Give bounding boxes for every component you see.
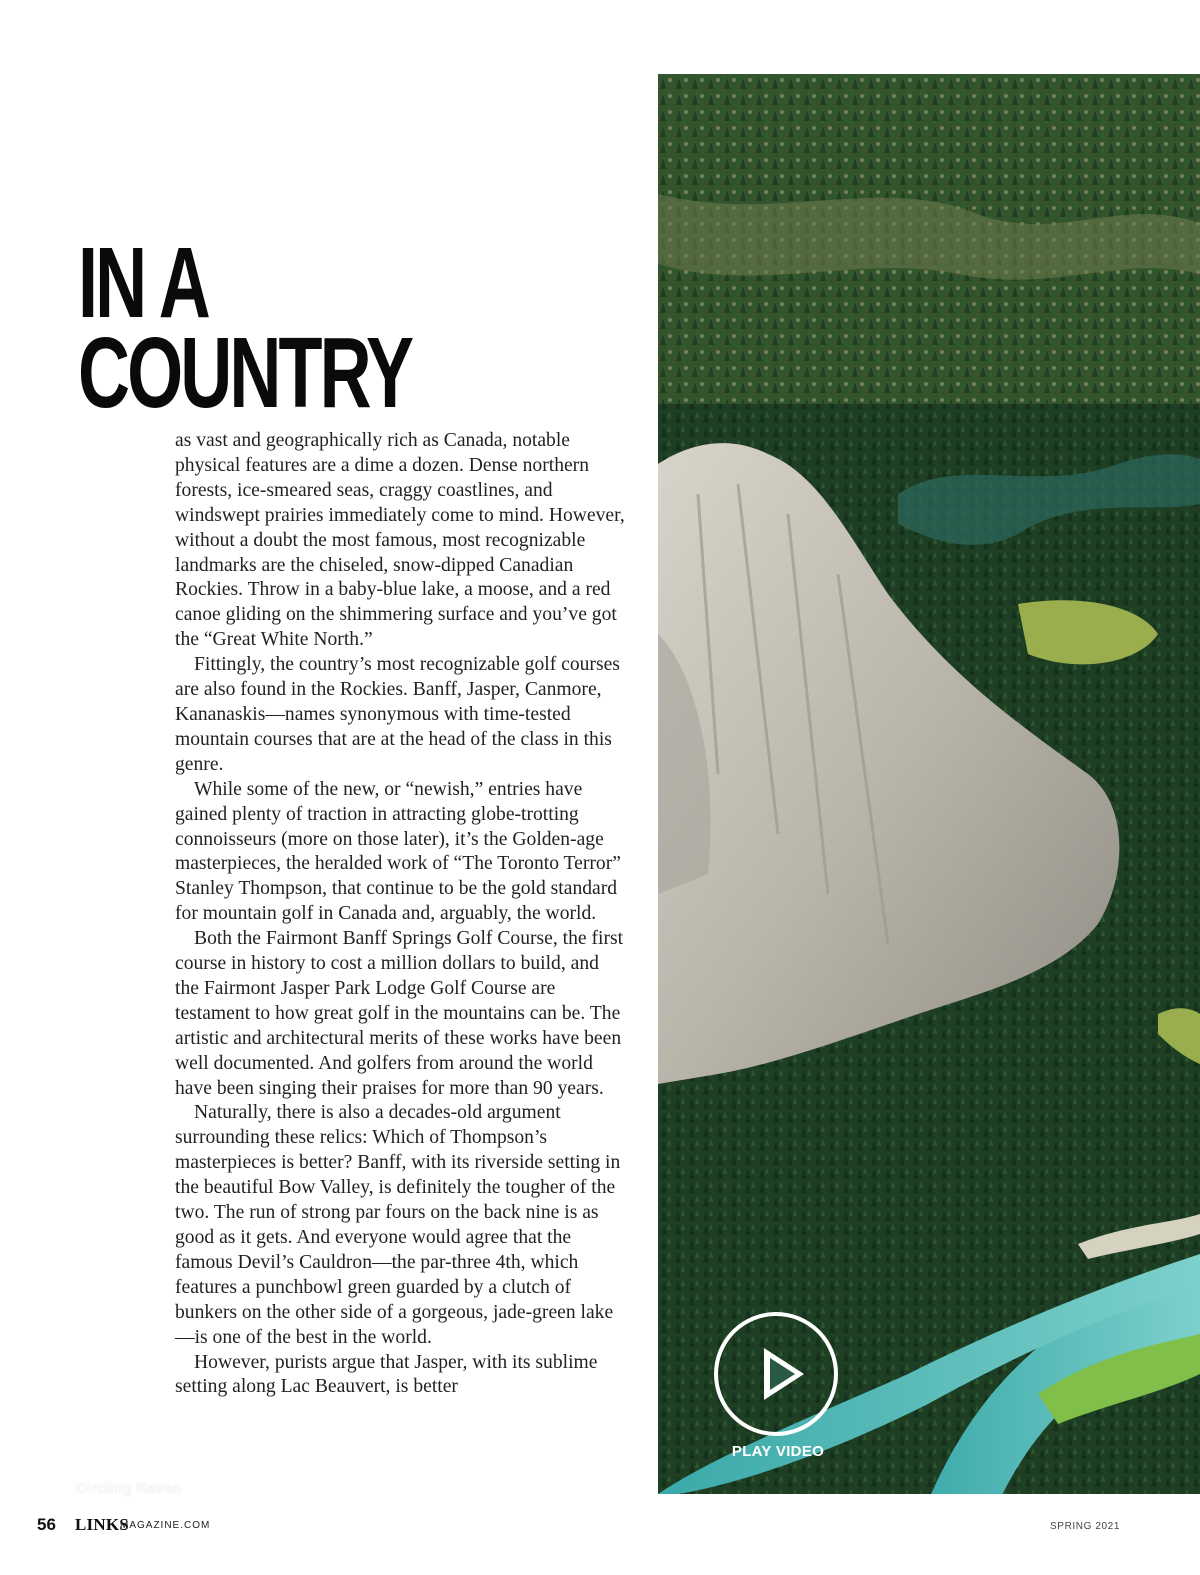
paragraph: Both the Fairmont Banff Springs Golf Course, the first course in history to cost a million dollars to build, and the Fairmont Jasper Park Lodge Golf Course are testament to how great golf in the mountains can be. The artistic and architectural merits of these works have been well documented. And golfers from around the world have been singing their praises for more than 90 years. — [175, 928, 624, 1099]
headline-line-2: COUNTRY — [78, 317, 412, 429]
play-icon-inner — [770, 1358, 795, 1390]
headline-line-1: IN A — [78, 227, 208, 339]
play-video-button[interactable] — [714, 1312, 838, 1436]
mountain-valley-photo — [658, 74, 1200, 1494]
paragraph: While some of the new, or “newish,” entries have gained plenty of traction in attracting globe-trotting connoisseurs (more on those later), it’s the Golden-age masterpieces, the heralded work of “The Toronto Terror” Stanley Thompson, that continue to be the gold standard for mountain golf in Canada and, arguably, the world. — [175, 778, 621, 925]
paragraph: However, purists argue that Jasper, with its sublime setting along Lac Beauvert, is better — [175, 1351, 598, 1398]
magazine-brand: LINKS — [75, 1515, 129, 1534]
article-body — [175, 429, 627, 1400]
play-video-label[interactable]: PLAY VIDEO — [731, 1443, 825, 1460]
magazine-website: MAGAZINE.COM — [120, 1520, 211, 1531]
photo-illustration — [658, 74, 1200, 1494]
watermark-text: Circling Raven — [76, 1480, 182, 1497]
issue-season: SPRING 2021 — [1050, 1521, 1120, 1532]
paragraph: Fittingly, the country’s most recognizable golf courses are also found in the Rockies. Banff, Jasper, Canmore, Kananaskis—names synonymous with time-tested mountain courses that are at the head of the class in this genre. — [175, 654, 620, 775]
page-number: 56 — [37, 1515, 56, 1534]
paragraph: as vast and geographically rich as Canada, notable physical features are a dime a dozen. Dense northern forests, ice-smeared seas, craggy coastlines, and windswept prairies immediately come to mind. However, without a doubt the most famous, most recognizable landmarks are the chiseled, snow-dipped Canadian Rockies. Throw in a baby-blue lake, a moose, and a red canoe gliding on the shimmering surface and you’ve got the “Great White North.” — [175, 430, 625, 651]
paragraph: Naturally, there is also a decades-old argument surrounding these relics: Which of Thompson’s masterpieces is better? Banff, with its riverside setting in the beautiful Bow Valley, is definitely the tougher of the two. The run of strong par fours on the back nine is as good as it gets. And everyone would agree that the famous Devil’s Cauldron—the par-three 4th, which features a punchbowl green guarded by a clutch of bunkers on the other side of a gorgeous, jade-green lake—is one of the best in the world. — [175, 1102, 621, 1348]
article-headline — [78, 227, 412, 429]
